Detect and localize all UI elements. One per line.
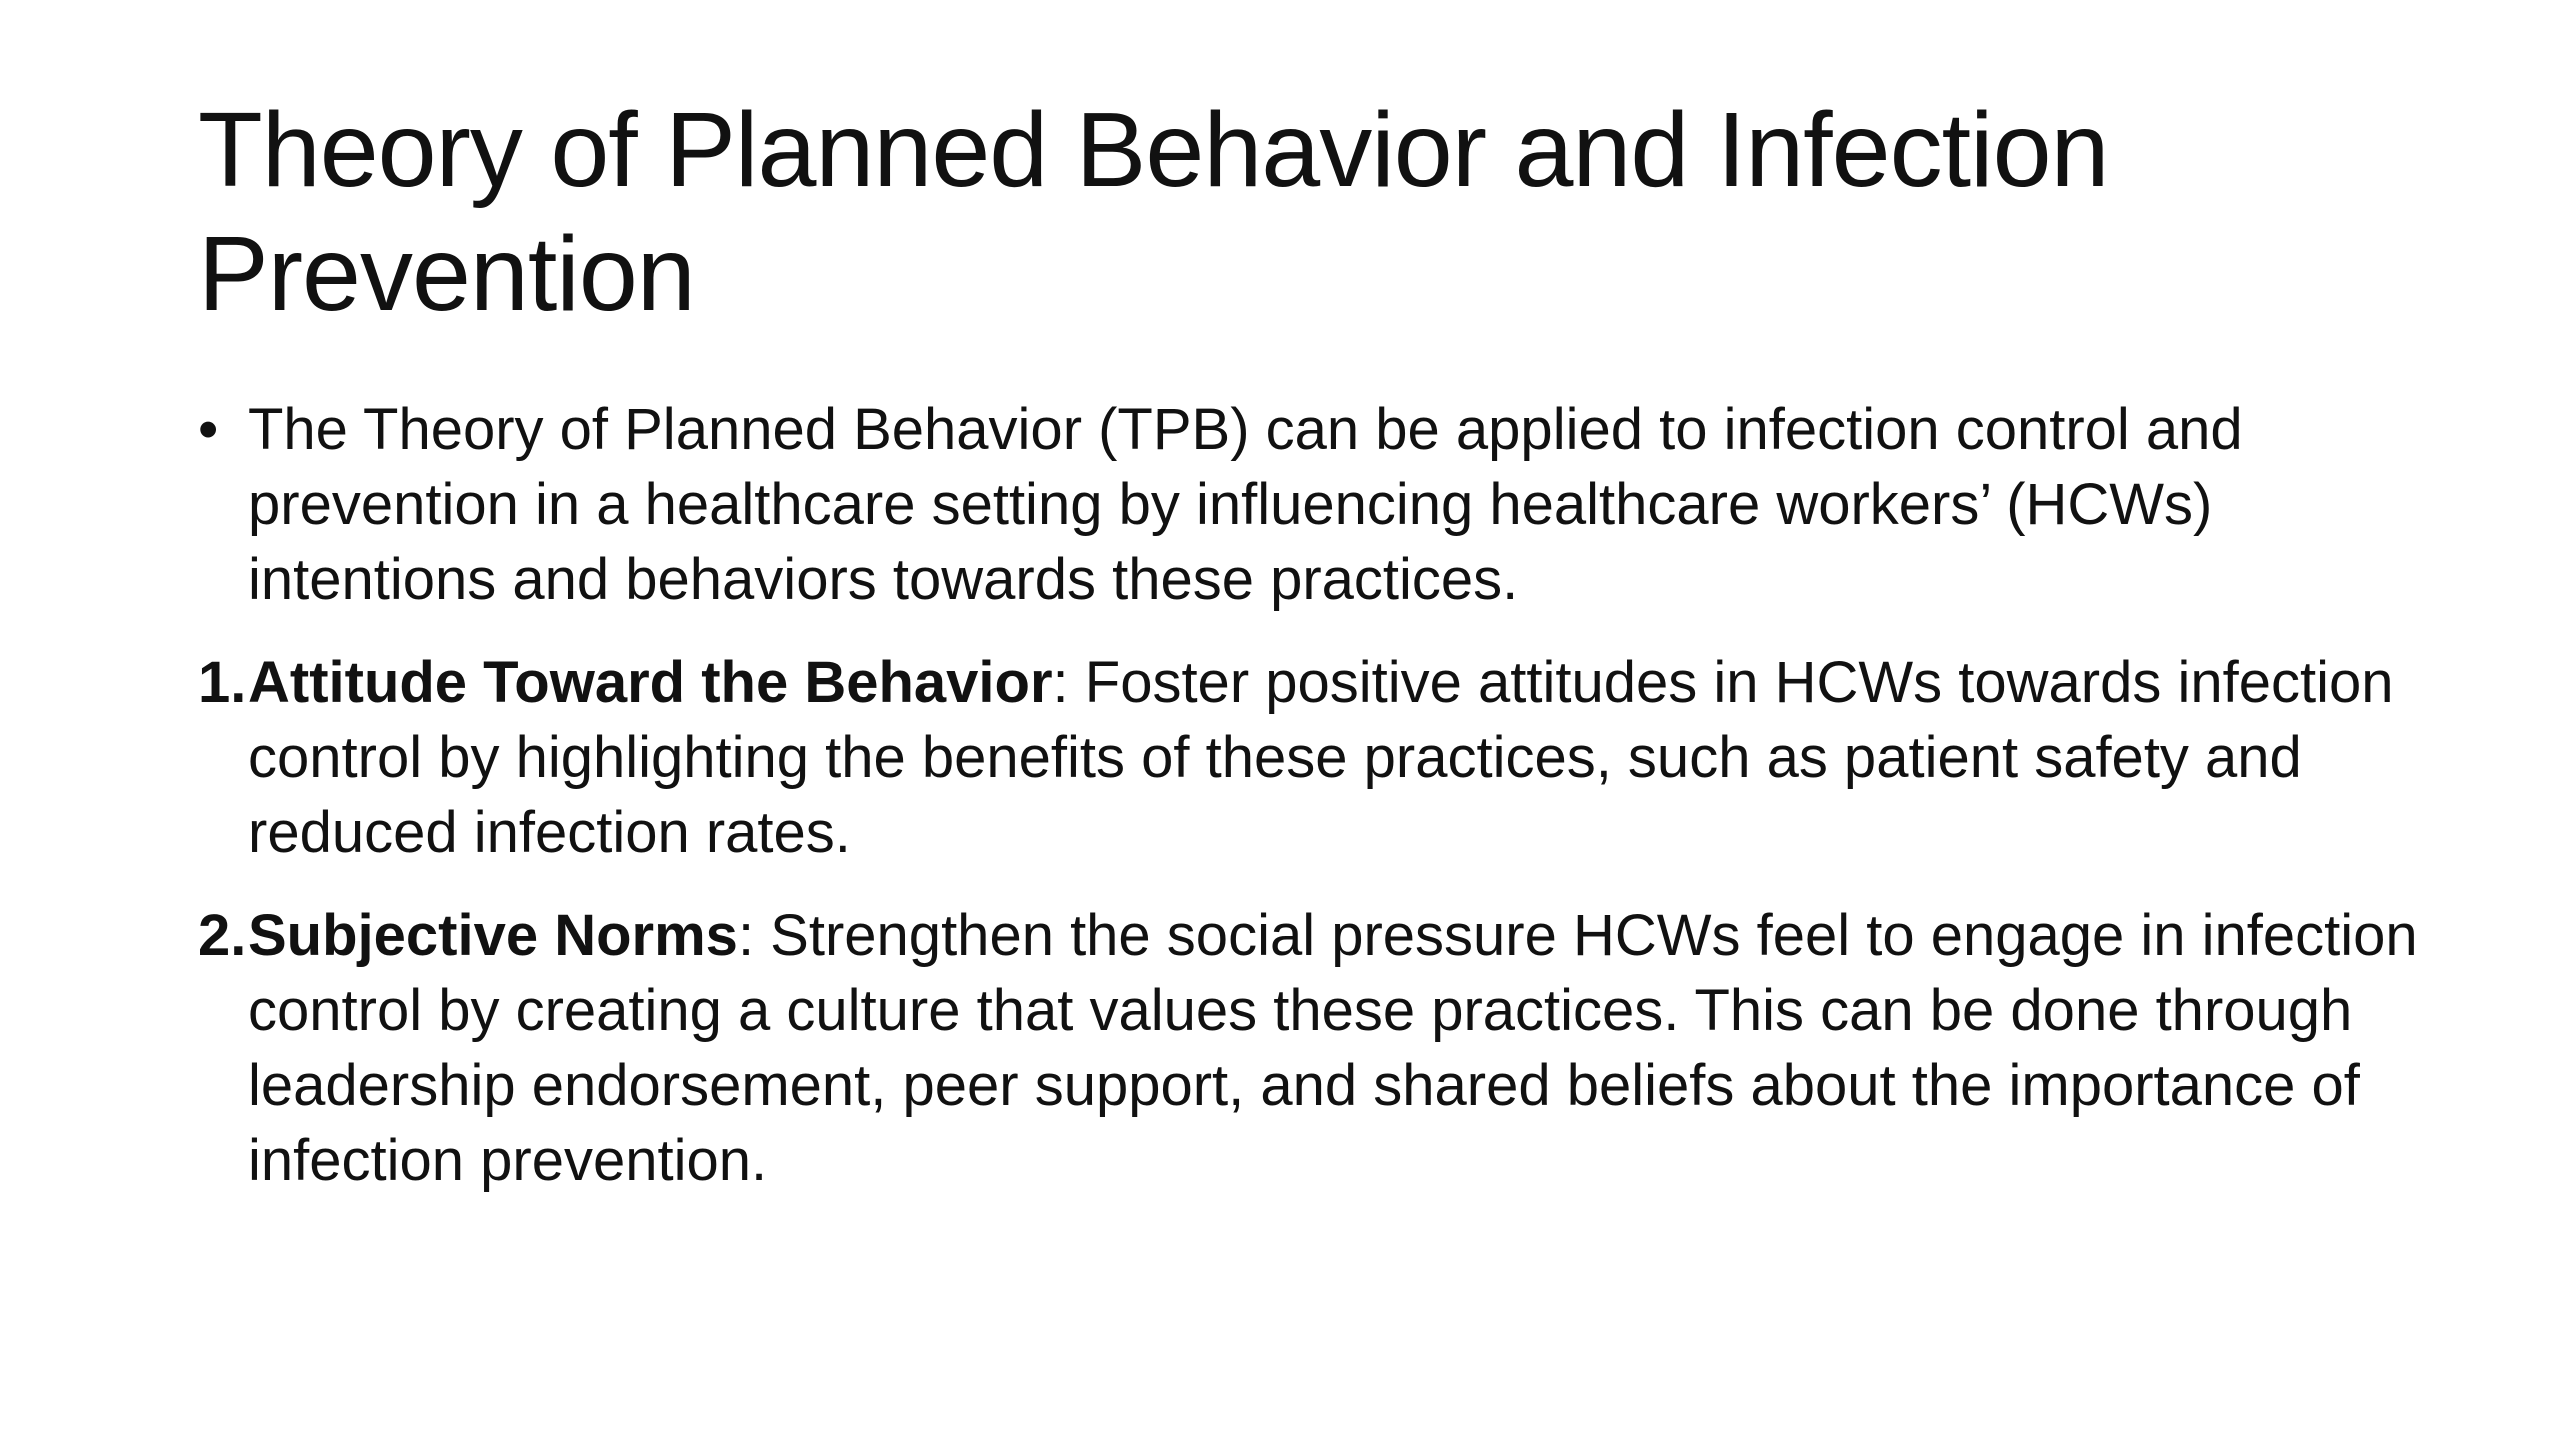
item-term: Attitude Toward the Behavior <box>248 650 1053 715</box>
slide-body <box>198 392 2418 1226</box>
bullet-marker: • <box>198 397 219 462</box>
bullet-text: The Theory of Planned Behavior (TPB) can be applied to infection control and prevention in a healthcare setting by influencing healthcare workers’ (HCWs) intentions and behaviors towards these practices. <box>248 397 2243 612</box>
bullet-item <box>198 392 2418 617</box>
item-term: Subjective Norms <box>248 903 738 968</box>
numbered-item-1 <box>198 645 2418 870</box>
item-text: : Strengthen the social pressure HCWs feel to engage in infection control by creating a culture that values these practices. This can be done through leadership endorsement, peer support, and shared beliefs about the importance of infection prevention. <box>248 903 2418 1193</box>
item-number: 2. <box>198 903 247 968</box>
numbered-item-2 <box>198 898 2418 1198</box>
item-text: : Foster positive attitudes in HCWs towards infection control by highlighting the benefits of these practices, such as patient safety and reduced infection rates. <box>248 650 2394 865</box>
item-number: 1. <box>198 650 247 715</box>
slide-title: Theory of Planned Behavior and Infection Prevention <box>198 91 2109 333</box>
